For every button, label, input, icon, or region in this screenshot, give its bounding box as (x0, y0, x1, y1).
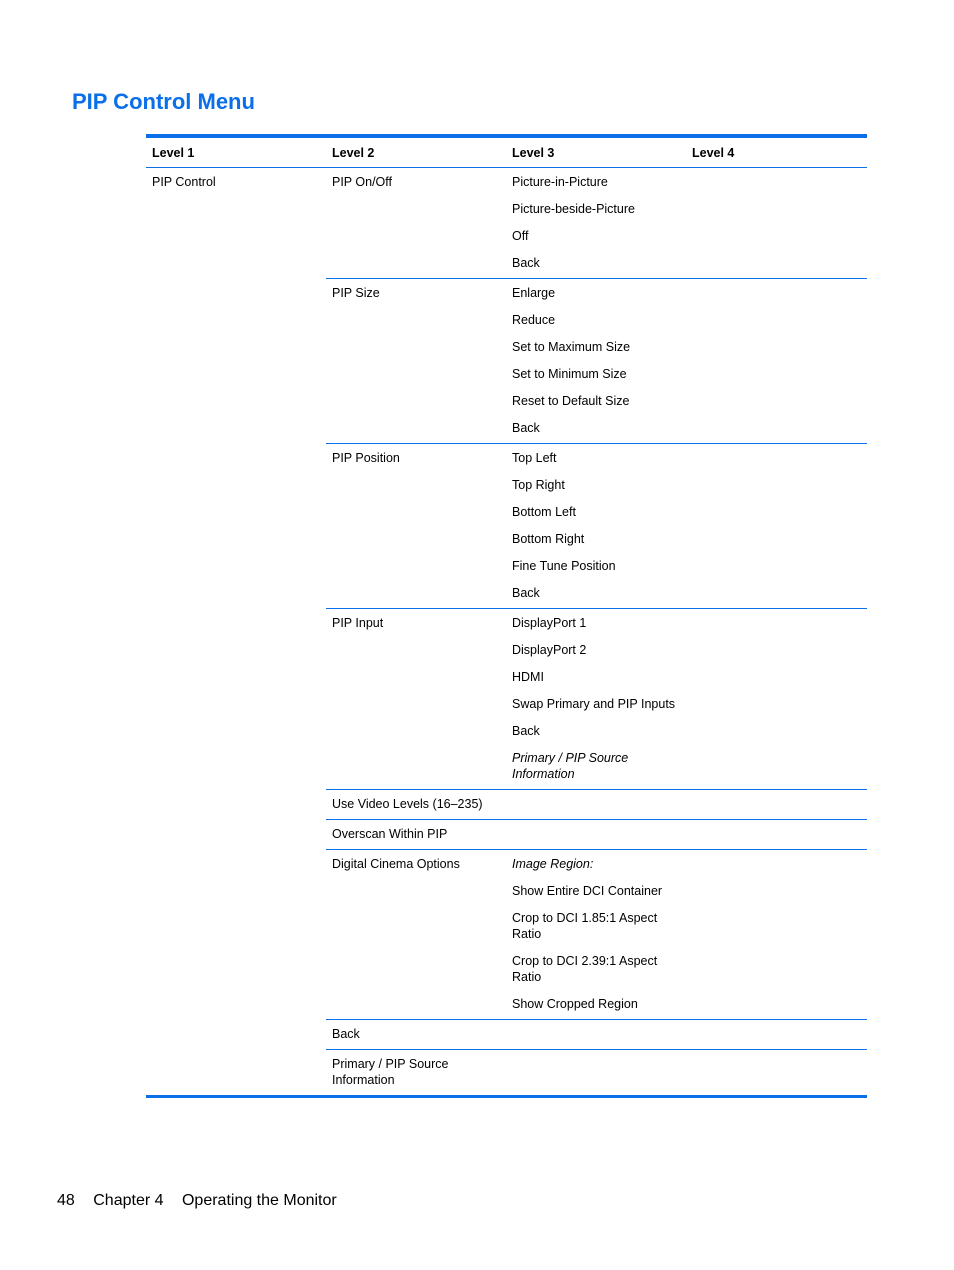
level2-cell: Overscan Within PIP (326, 820, 506, 850)
level3-item: Off (512, 229, 529, 243)
page-footer (57, 1192, 351, 1210)
level3-item: Reset to Default Size (512, 394, 630, 408)
level2-cell: Back (326, 1020, 506, 1050)
level4-cell (686, 609, 867, 790)
level3-item: Enlarge (512, 286, 556, 300)
level3-item: Show Cropped Region (512, 997, 638, 1011)
header-level-1: Level 1 (152, 145, 195, 160)
level3-item: Picture-beside-Picture (512, 202, 635, 216)
level3-item: Swap Primary and PIP Inputs (512, 697, 676, 711)
chapter-label: Chapter 4 (93, 1192, 164, 1209)
header-level-2: Level 2 (332, 145, 375, 160)
level3-cell (506, 444, 686, 609)
level4-cell (686, 1050, 867, 1097)
level3-item: Bottom Left (512, 505, 576, 519)
level2-cell: Primary / PIP Source Information (326, 1050, 506, 1097)
page-title: PIP Control Menu (72, 89, 255, 114)
level3-item: Crop to DCI 2.39:1 Aspect Ratio (512, 954, 658, 984)
header-level-4: Level 4 (692, 145, 735, 160)
level3-item: DisplayPort 1 (512, 616, 587, 630)
level4-cell (686, 820, 867, 850)
header-level-3: Level 3 (512, 145, 555, 160)
level3-item: Back (512, 421, 540, 435)
level3-item: Picture-in-Picture (512, 175, 608, 189)
level3-item: Top Right (512, 478, 565, 492)
level2-cell: PIP Position (326, 444, 506, 609)
level3-item: Back (512, 256, 540, 270)
level3-item: Primary / PIP Source Information (512, 751, 629, 781)
level3-cell (506, 168, 686, 279)
level3-cell (506, 279, 686, 444)
level4-cell (686, 790, 867, 820)
level4-cell (686, 279, 867, 444)
level3-cell (506, 820, 686, 850)
level3-cell (506, 790, 686, 820)
level3-item: Crop to DCI 1.85:1 Aspect Ratio (512, 911, 658, 941)
level4-cell (686, 444, 867, 609)
level3-cell (506, 850, 686, 1020)
level3-item: Reduce (512, 313, 556, 327)
level3-cell (506, 1050, 686, 1097)
level3-item: Top Left (512, 451, 557, 465)
level2-cell: Use Video Levels (16–235) (326, 790, 506, 820)
level3-item: Set to Maximum Size (512, 340, 631, 354)
level3-cell (506, 609, 686, 790)
page-number: 48 (57, 1192, 75, 1209)
level3-cell (506, 1020, 686, 1050)
table-header-row (146, 136, 867, 168)
level3-item: Fine Tune Position (512, 559, 616, 573)
level3-item: Image Region: (512, 857, 594, 871)
level4-cell (686, 850, 867, 1020)
level2-cell: PIP On/Off (326, 168, 506, 279)
chapter-title: Operating the Monitor (181, 1192, 337, 1209)
level1-cell: PIP Control (152, 175, 216, 189)
level3-item: Back (512, 586, 540, 600)
level2-cell: PIP Input (326, 609, 506, 790)
level3-item: HDMI (512, 670, 544, 684)
level3-item: Back (512, 724, 540, 738)
level3-item: Bottom Right (512, 532, 585, 546)
level2-cell: PIP Size (326, 279, 506, 444)
level3-item: Set to Minimum Size (512, 367, 627, 381)
level2-cell: Digital Cinema Options (326, 850, 506, 1020)
table-row (146, 168, 867, 279)
level3-item: DisplayPort 2 (512, 643, 587, 657)
level3-item: Show Entire DCI Container (512, 884, 663, 898)
level4-cell (686, 168, 867, 279)
pip-control-menu-table (146, 134, 867, 1098)
level4-cell (686, 1020, 867, 1050)
